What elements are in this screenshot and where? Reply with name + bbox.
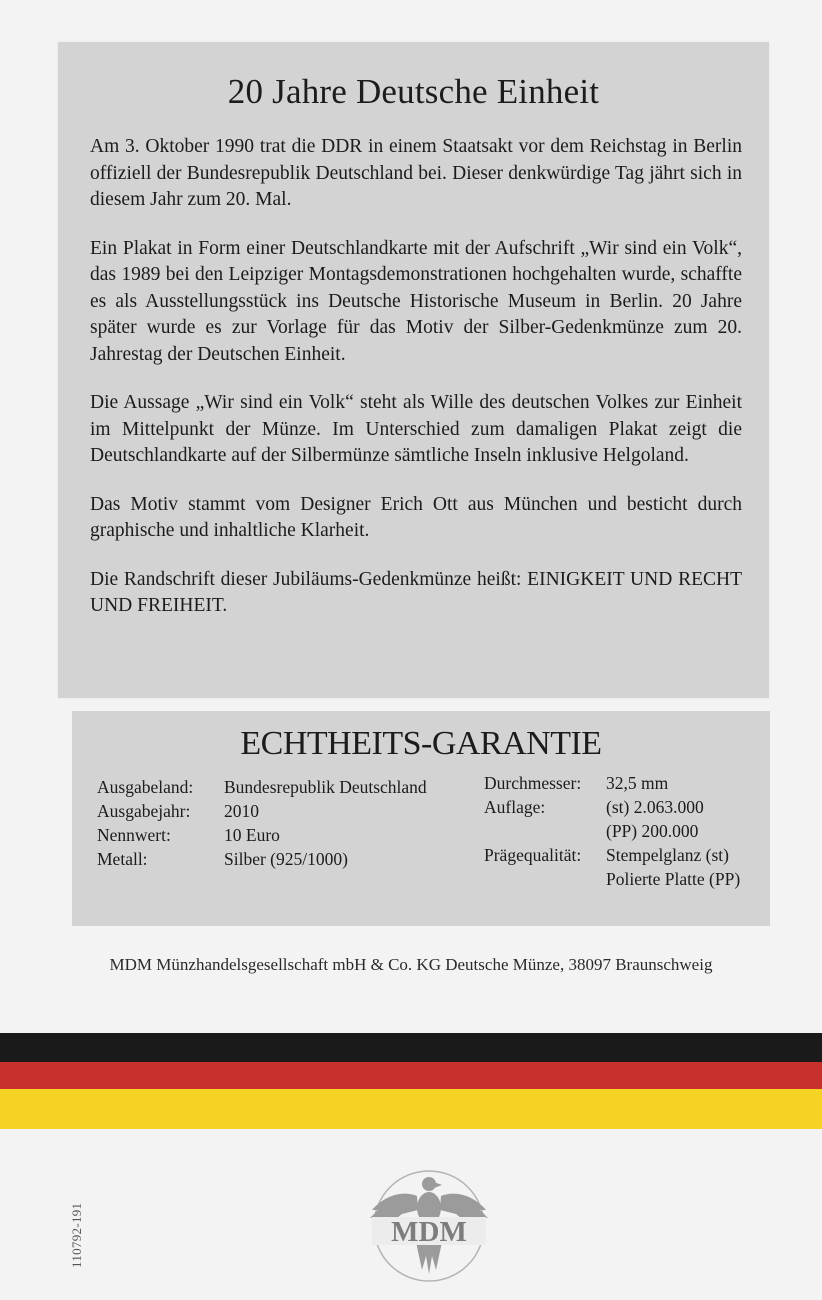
spec-right-value-column bbox=[606, 771, 740, 891]
paragraph: Das Motiv stammt vom Designer Erich Ott aus München und besticht durch graphische und inhaltliche Klarheit. bbox=[90, 493, 742, 541]
spec-label: Nennwert: bbox=[97, 825, 171, 845]
paragraph: Die Aussage „Wir sind ein Volk“ steht als Wille des deutschen Volkes zur Einheit im Mittelpunkt der Münze. Im Unterschied zum damaligen Plakat zeigt die Deutschlandkarte auf der Silbermünze sämtliche Inseln inklusive Helgoland. bbox=[90, 392, 742, 466]
page-title: 20 Jahre Deutsche Einheit bbox=[227, 72, 600, 111]
spec-value: Bundesrepublik Deutschland bbox=[224, 777, 427, 797]
spec-label-auflage: Auflage: bbox=[484, 797, 546, 817]
flag-stripe-gold bbox=[0, 1089, 822, 1129]
authenticity-guarantee-panel bbox=[72, 711, 770, 926]
spec-value: 10 Euro bbox=[224, 825, 280, 845]
mdm-eagle-logo-icon bbox=[362, 1170, 496, 1282]
spec-value-durchmesser: 32,5 mm bbox=[606, 773, 669, 793]
spacer bbox=[484, 819, 581, 843]
spec-label-durchmesser: Durchmesser: bbox=[484, 773, 582, 793]
info-text bbox=[90, 134, 742, 620]
spec-value: Silber (925/1000) bbox=[224, 849, 348, 869]
spec-value-auflage: (st) 2.063.000 bbox=[606, 797, 704, 817]
spec-value: 2010 bbox=[224, 801, 259, 821]
spec-label: Ausgabejahr: bbox=[97, 801, 191, 821]
spec-value-auflage: (PP) 200.000 bbox=[606, 821, 699, 841]
company-address: MDM Münzhandelsgesellschaft mbH & Co. KG Deutsche Münze, 38097 Braunschweig bbox=[109, 955, 713, 974]
paragraph: Ein Plakat in Form einer Deutschlandkarte mit der Aufschrift „Wir sind ein Volk“, das 1989 bei den Leipziger Montagsdemonstrationen hochgehalten wurde, schaffte es als Ausstellungsstück ins Deutsche Historische Museum in Berlin. 20 Jahre später wurde es zur Vorlage für das Motiv der Silber-Gedenkmünze zum 20. Jahrestag der Deutschen Einheit. bbox=[90, 237, 742, 365]
spec-value-praegequalitaet: Stempelglanz (st) bbox=[606, 845, 729, 865]
paragraph: Am 3. Oktober 1990 trat die DDR in einem Staatsakt vor dem Reichstag in Berlin offiziell der Bundesrepublik Deutschland bei. Dieser denkwürdige Tag jährt sich in diesem Jahr zum 20. Mal. bbox=[90, 136, 742, 210]
info-panel bbox=[58, 42, 769, 698]
guarantee-heading: ECHTHEITS-GARANTIE bbox=[240, 725, 602, 762]
logo-text: MDM bbox=[391, 1216, 467, 1248]
spec-label: Metall: bbox=[97, 849, 148, 869]
spec-label-column bbox=[97, 775, 193, 871]
spec-value-column bbox=[224, 775, 427, 871]
spec-right-label-column bbox=[484, 771, 581, 867]
spec-label: Ausgabeland: bbox=[97, 777, 194, 797]
document-code: 110792-191 bbox=[69, 1202, 84, 1268]
spec-value-praegequalitaet: Polierte Platte (PP) bbox=[606, 869, 741, 889]
paragraph: Die Randschrift dieser Jubiläums-Gedenkmünze heißt: EINIGKEIT UND RECHT UND FREIHEIT. bbox=[90, 568, 742, 616]
spec-label-praegequalitaet: Prägequalität: bbox=[484, 845, 582, 865]
